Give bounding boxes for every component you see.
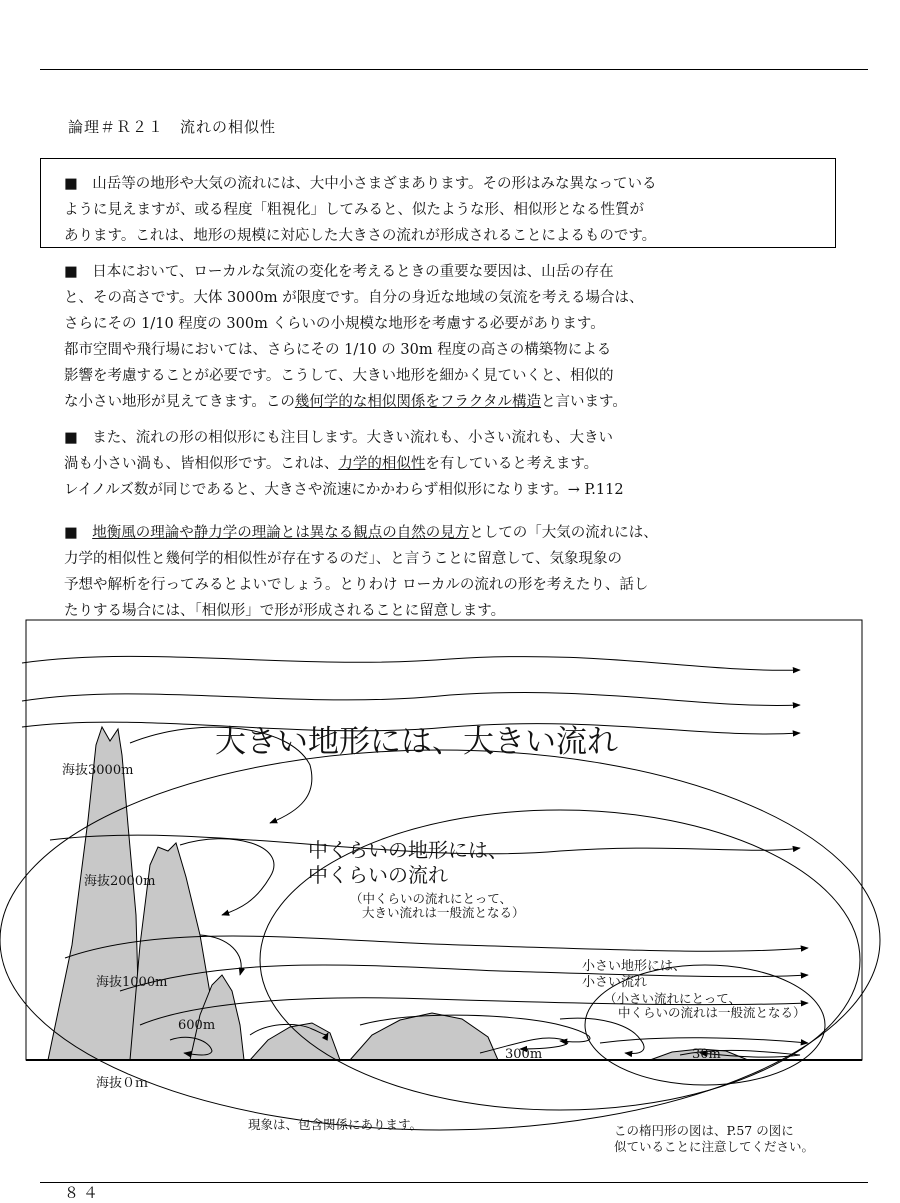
altitude-label: 30m [692, 1047, 721, 1062]
paragraph-4-line: 力学的相似性と幾何学的相似性が存在するのだ」、と言うことに留意して、気象現象の [64, 551, 622, 567]
underlined-term-dynamic-similarity: 力学的相似性 [338, 456, 426, 472]
inclusion-note: 現象は、包含関係にあります。 [248, 1117, 423, 1132]
paragraph-1 [64, 171, 657, 249]
text-segment: としての「大気の流れには、 [469, 525, 658, 541]
paragraph-2 [64, 259, 644, 415]
hill-300m [350, 1013, 498, 1060]
flow-similarity-diagram [0, 615, 900, 1165]
altitude-label: 300m [505, 1047, 543, 1062]
paragraph-1-line: あります。これは、地形の規模に対応した大きさの流れが形成されることによるものです。 [64, 228, 657, 244]
mid-flow-note: （中くらいの流れにとって、 [350, 891, 513, 906]
top-rule [40, 69, 868, 70]
ellipse-note: 似ていることに注意してください。 [614, 1139, 815, 1154]
altitude-label: 海抜3000m [62, 763, 134, 778]
bottom-rule [40, 1182, 868, 1183]
section-heading: 論理＃Ｒ２１ 流れの相似性 [68, 118, 277, 136]
flow-arrow [22, 693, 800, 706]
altitude-label: 海抜０ｍ [96, 1076, 149, 1091]
text-segment: と言います。 [541, 394, 627, 410]
underlined-term-fractal: 幾何学的な相似関係をフラクタル構造 [294, 394, 542, 410]
text-segment: な小さい地形が見えてきます。この [64, 394, 295, 410]
paragraph-4-line: 予想や解析を行ってみるとよいでしょう。とりわけ ローカルの流れの形を考えたり、話し [64, 577, 649, 593]
ellipse-note: この楕円形の図は、P.57 の図に [614, 1123, 794, 1138]
paragraph-3-line: ■ また、流れの形の相似形にも注目します。大きい流れも、小さい流れも、大きい [64, 430, 614, 446]
underlined-term-viewpoint: 地衡風の理論や静力学の理論とは異なる観点の自然の見方 [92, 525, 470, 541]
small-flow-note: 中くらいの流れは一般流となる） [618, 1005, 806, 1020]
paragraph-2-line: と、その高さです。大体 3000m が限度です。自分の身近な地域の気流を考える場合は、 [64, 290, 644, 306]
small-flow-label: 小さい流れ [582, 975, 648, 990]
paragraph-3-line [64, 451, 624, 477]
text-segment: を有していると考えます。 [425, 456, 599, 472]
mid-flow-note: 大きい流れは一般流となる） [362, 905, 525, 920]
paragraph-2-line: 都市空間や飛行場においては、さらにその 1/10 の 30m 程度の高さの構築物による [64, 342, 612, 358]
paragraph-2-line: ■ 日本において、ローカルな気流の変化を考えるときの重要な要因は、山岳の存在 [64, 264, 614, 280]
text-segment: ■ [64, 525, 93, 541]
paragraph-4-line: たりする場合には、「相似形」で形が形成されることに留意します。 [64, 603, 506, 619]
flow-arrow [600, 1038, 808, 1043]
page-number: ８４ [64, 1184, 103, 1202]
paragraph-2-line: さらにその 1/10 程度の 300m くらいの小規模な地形を考慮する必要があります。 [64, 316, 605, 332]
paragraph-3 [64, 425, 624, 503]
small-flow-note: （小さい流れにとって、 [604, 991, 742, 1006]
paragraph-1-line: ように見えますが、或る程度「粗視化」してみると、似たような形、相似形となる性質が [64, 202, 644, 218]
flow-arrow [22, 656, 800, 670]
altitude-label: 600m [178, 1018, 216, 1033]
flow-arrow [180, 839, 274, 915]
paragraph-2-line [64, 389, 644, 415]
big-flow-label: 大きい地形には、大きい流れ [215, 724, 618, 760]
paragraph-2-line: 影響を考慮することが必要です。こうして、大きい地形を細かく見ていくと、相似的 [64, 368, 614, 384]
text-segment: 渦も小さい渦も、皆相似形です。これは、 [64, 456, 339, 472]
paragraph-4-line [64, 520, 658, 546]
paragraph-4 [64, 520, 658, 624]
paragraph-1-line: ■ 山岳等の地形や大気の流れには、大中小さまざまあります。その形はみな異なっている [64, 176, 657, 192]
mid-flow-label: 中くらいの流れ [308, 863, 448, 887]
flow-arrow [560, 1018, 644, 1053]
altitude-label: 海抜2000m [84, 874, 156, 889]
paragraph-3-line: レイノルズ数が同じであると、大きさや流速にかかわらず相似形になります。→ P.112 [64, 482, 624, 498]
mid-flow-label: 中くらいの地形には、 [308, 838, 508, 862]
altitude-label: 海抜1000m [96, 975, 168, 990]
small-flow-label: 小さい地形には、 [582, 959, 687, 974]
